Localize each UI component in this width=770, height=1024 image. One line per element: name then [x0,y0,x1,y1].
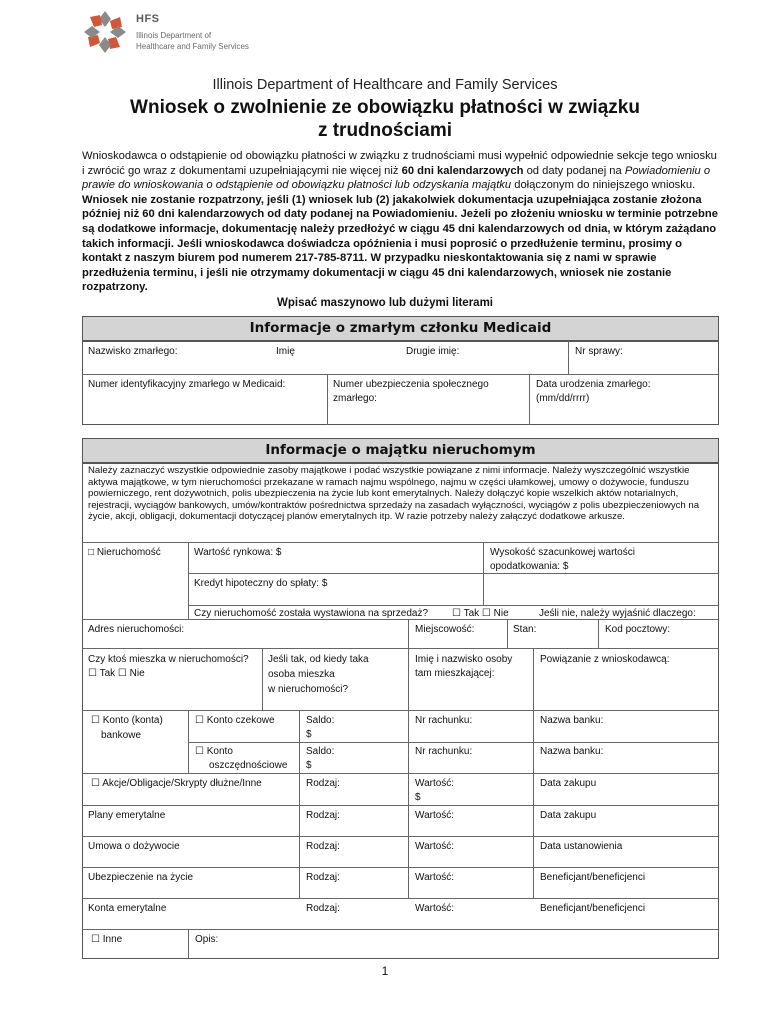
life-insurance-type[interactable]: Rodzaj: [306,872,340,883]
case-number-field[interactable]: Nr sprawy: [575,346,623,357]
hfs-logo [82,9,282,57]
since-when-label1[interactable]: Jeśli tak, od kiedy taka [268,654,369,665]
life-insurance-label: Ubezpieczenie na życie [88,872,194,883]
form-title [0,96,770,142]
agency-name: Illinois Department of Healthcare and Family Services [212,77,558,93]
stocks-value-dollar: $ [415,792,421,803]
bank-accounts-checkbox[interactable]: ☐ Konto (konta) [91,715,163,726]
listed-for-sale-question: Czy nieruchomość została wystawiona na sprzedaż? [194,608,428,619]
checking-account-no[interactable]: Nr rachunku: [415,715,473,726]
retirement-plans-label: Plany emerytalne [88,810,166,821]
intro-paragraph [82,149,722,295]
logo-abbreviation: HFS [136,13,160,25]
savings-account-label2: oszczędnościowe [209,760,288,771]
savings-balance-label[interactable]: Saldo: [306,746,335,757]
intro-text-2: od daty podanej na [523,164,625,177]
form-title-line2: z trudnościami [317,120,453,141]
logo-text-line2: Healthcare and Family Services [136,42,249,51]
resident-name-label1[interactable]: Imię i nazwisko osoby [415,654,513,665]
ssn-field-label2: zmarłego: [333,393,377,404]
mortgage-field[interactable]: Kredyt hipoteczny do spłaty: $ [194,578,328,589]
anyone-living-question: Czy ktoś mieszka w nieruchomości? [88,654,249,665]
property-section-box [82,463,719,959]
retirement-plans-type[interactable]: Rodzaj: [306,810,340,821]
life-estate-type[interactable]: Rodzaj: [306,841,340,852]
property-section-header: Informacje o majątku nieruchomym [82,438,719,463]
retirement-accounts-value[interactable]: Wartość: [415,903,455,914]
checking-bank-name[interactable]: Nazwa banku: [540,715,604,726]
checking-balance-label[interactable]: Saldo: [306,715,335,726]
bank-accounts-label2: bankowe [101,730,142,741]
life-estate-label: Umowa o dożywocie [88,841,180,852]
other-description[interactable]: Opis: [195,934,219,945]
since-when-label2: osoba mieszka [268,669,335,680]
stocks-type[interactable]: Rodzaj: [306,778,340,789]
medicaid-id-field[interactable]: Numer identyfikacyjny zmarłego w Medicaid: [88,379,286,390]
member-section-header: Informacje o zmarłym członku Medicaid [82,316,719,341]
not-listed-explain-field[interactable]: Jeśli nie, należy wyjaśnić dlaczego: [539,608,696,619]
real-estate-checkbox[interactable]: □ Nieruchomość [88,547,161,558]
zip-field[interactable]: Kod pocztowy: [605,624,671,635]
intro-warning: Wniosek nie zostanie rozpatrzony, jeśli (1) wniosek lub (2) jakakolwiek dokumentacja uzupełniająca zostanie złożona później niż 60 dni kalendarzowych od daty podanej na Powiadomieniu. Jeżeli po złożeniu wniosku w terminie potrzebne są dodatkowe informacje, dokumentację należy przedłożyć w ciągu 45 dni kalendarzowych od dnia, w którym zażądano takich informacji. Jeśli wnioskodawca doświadcza opóźnienia i musi poprosić o przedłużenie terminu, prosimy o kontakt z naszym biurem pod numerem 217-785-8711. W przypadku nieskontaktowania się z nami w sprawie przedłużenia terminu, i jeśli nie otrzymamy dokumentacji w ciągu 45 dni kalendarzowych, wniosek nie zostanie rozpatrzony. [82,193,718,294]
page-number: 1 [381,964,389,978]
life-estate-value[interactable]: Wartość: [415,841,455,852]
ssn-field-label1[interactable]: Numer ubezpieczenia społecznego [333,379,489,390]
assessed-value-label1[interactable]: Wysokość szacunkowej wartości [490,547,635,558]
logo-text-line1: Illinois Department of [136,31,212,40]
form-title-line1: Wniosek o zwolnienie ze obowiązku płatności w związku [130,97,640,118]
dob-field-label1[interactable]: Data urodzenia zmarłego: [536,379,651,390]
since-when-label3: w nieruchomości? [268,684,349,695]
intro-notice-title: Powiadomieniu o prawie do wnioskowania o odstąpienie od obowiązku płatności lub odzyskania majątku [82,164,711,192]
retirement-accounts-type[interactable]: Rodzaj: [306,903,340,914]
stocks-checkbox[interactable]: ☐ Akcje/Obligacje/Skrypty dłużne/Inne [91,778,262,789]
savings-balance-dollar: $ [306,760,312,771]
stocks-purchase-date[interactable]: Data zakupu [540,778,597,789]
checking-account-checkbox[interactable]: ☐ Konto czekowe [195,715,275,726]
savings-account-no[interactable]: Nr rachunku: [415,746,473,757]
market-value-field[interactable]: Wartość rynkowa: $ [194,547,282,558]
city-field[interactable]: Miejscowość: [415,624,475,635]
stocks-value-label[interactable]: Wartość: [415,778,455,789]
life-insurance-beneficiaries[interactable]: Beneficjant/beneficjenci [540,872,646,883]
retirement-plans-purchase-date[interactable]: Data zakupu [540,810,597,821]
savings-bank-name[interactable]: Nazwa banku: [540,746,604,757]
last-name-field[interactable]: Nazwisko zmarłego: [88,346,178,357]
state-field[interactable]: Stan: [513,624,537,635]
address-field[interactable]: Adres nieruchomości: [88,624,185,635]
fill-instruction: Wpisać maszynowo lub dużymi literami [277,297,493,309]
checking-balance-dollar: $ [306,729,312,740]
listed-for-sale-yes-no[interactable]: ☐ Tak ☐ Nie [452,608,509,619]
anyone-living-yes-no[interactable]: ☐ Tak ☐ Nie [88,668,145,679]
middle-name-field[interactable]: Drugie imię: [406,346,460,357]
assessed-value-label2: opodatkowania: $ [490,561,569,572]
dob-field-label2: (mm/dd/rrrr) [536,393,590,404]
retirement-accounts-beneficiaries[interactable]: Beneficjant/beneficjenci [540,903,646,914]
relation-field[interactable]: Powiązanie z wnioskodawcą: [540,654,670,665]
life-insurance-value[interactable]: Wartość: [415,872,455,883]
hfs-logo-icon [82,9,128,55]
life-estate-established-date[interactable]: Data ustanowienia [540,841,623,852]
other-checkbox[interactable]: ☐ Inne [91,934,123,945]
property-instructions: Należy zaznaczyć wszystkie odpowiednie zasoby majątkowe i podać wszystkie powiązane z nimi informacje. Należy wyszczególnić wszystkie aktywa majątkowe, w tym nieruchomości przekazane w ramach najmu wspólnego, najmu w części ułamkowej, umowy o dożywocie, funduszu powierniczego, rent dożywotnich, polis ubezpieczenia na życie lub kont emerytalnych. Należy dołączyć kopie wszelkich aktów notarialnych, rejestracji, wyciągów bankowych, umów/kontraktów pośrednictwa sprzedaży na zasadach wyłączności, wyciągów z polis ubezpieczeniowych na życie, akcji, obligacji, dokumentacji dotyczącej planów emerytalnych itp. W razie potrzeby należy załączyć dodatkowe arkusze. [88,465,700,523]
retirement-accounts-label: Konta emerytalne [88,903,167,914]
retirement-plans-value[interactable]: Wartość: [415,810,455,821]
first-name-field[interactable]: Imię [276,346,295,357]
intro-text-1: Wnioskodawca o odstąpienie od obowiązku płatności w związku z trudnościami musi wypełnić odpowiednie sekcje tego wniosku i zwrócić go wraz z dokumentami uzupełniającymi nie więcej niż [82,150,717,177]
intro-deadline: 60 dni kalendarzowych [401,164,524,177]
intro-text-3: dołączonym do niniejszego wniosku. [511,179,696,192]
savings-account-checkbox[interactable]: ☐ Konto [195,746,233,757]
resident-name-label2: tam mieszkającej: [415,668,495,679]
